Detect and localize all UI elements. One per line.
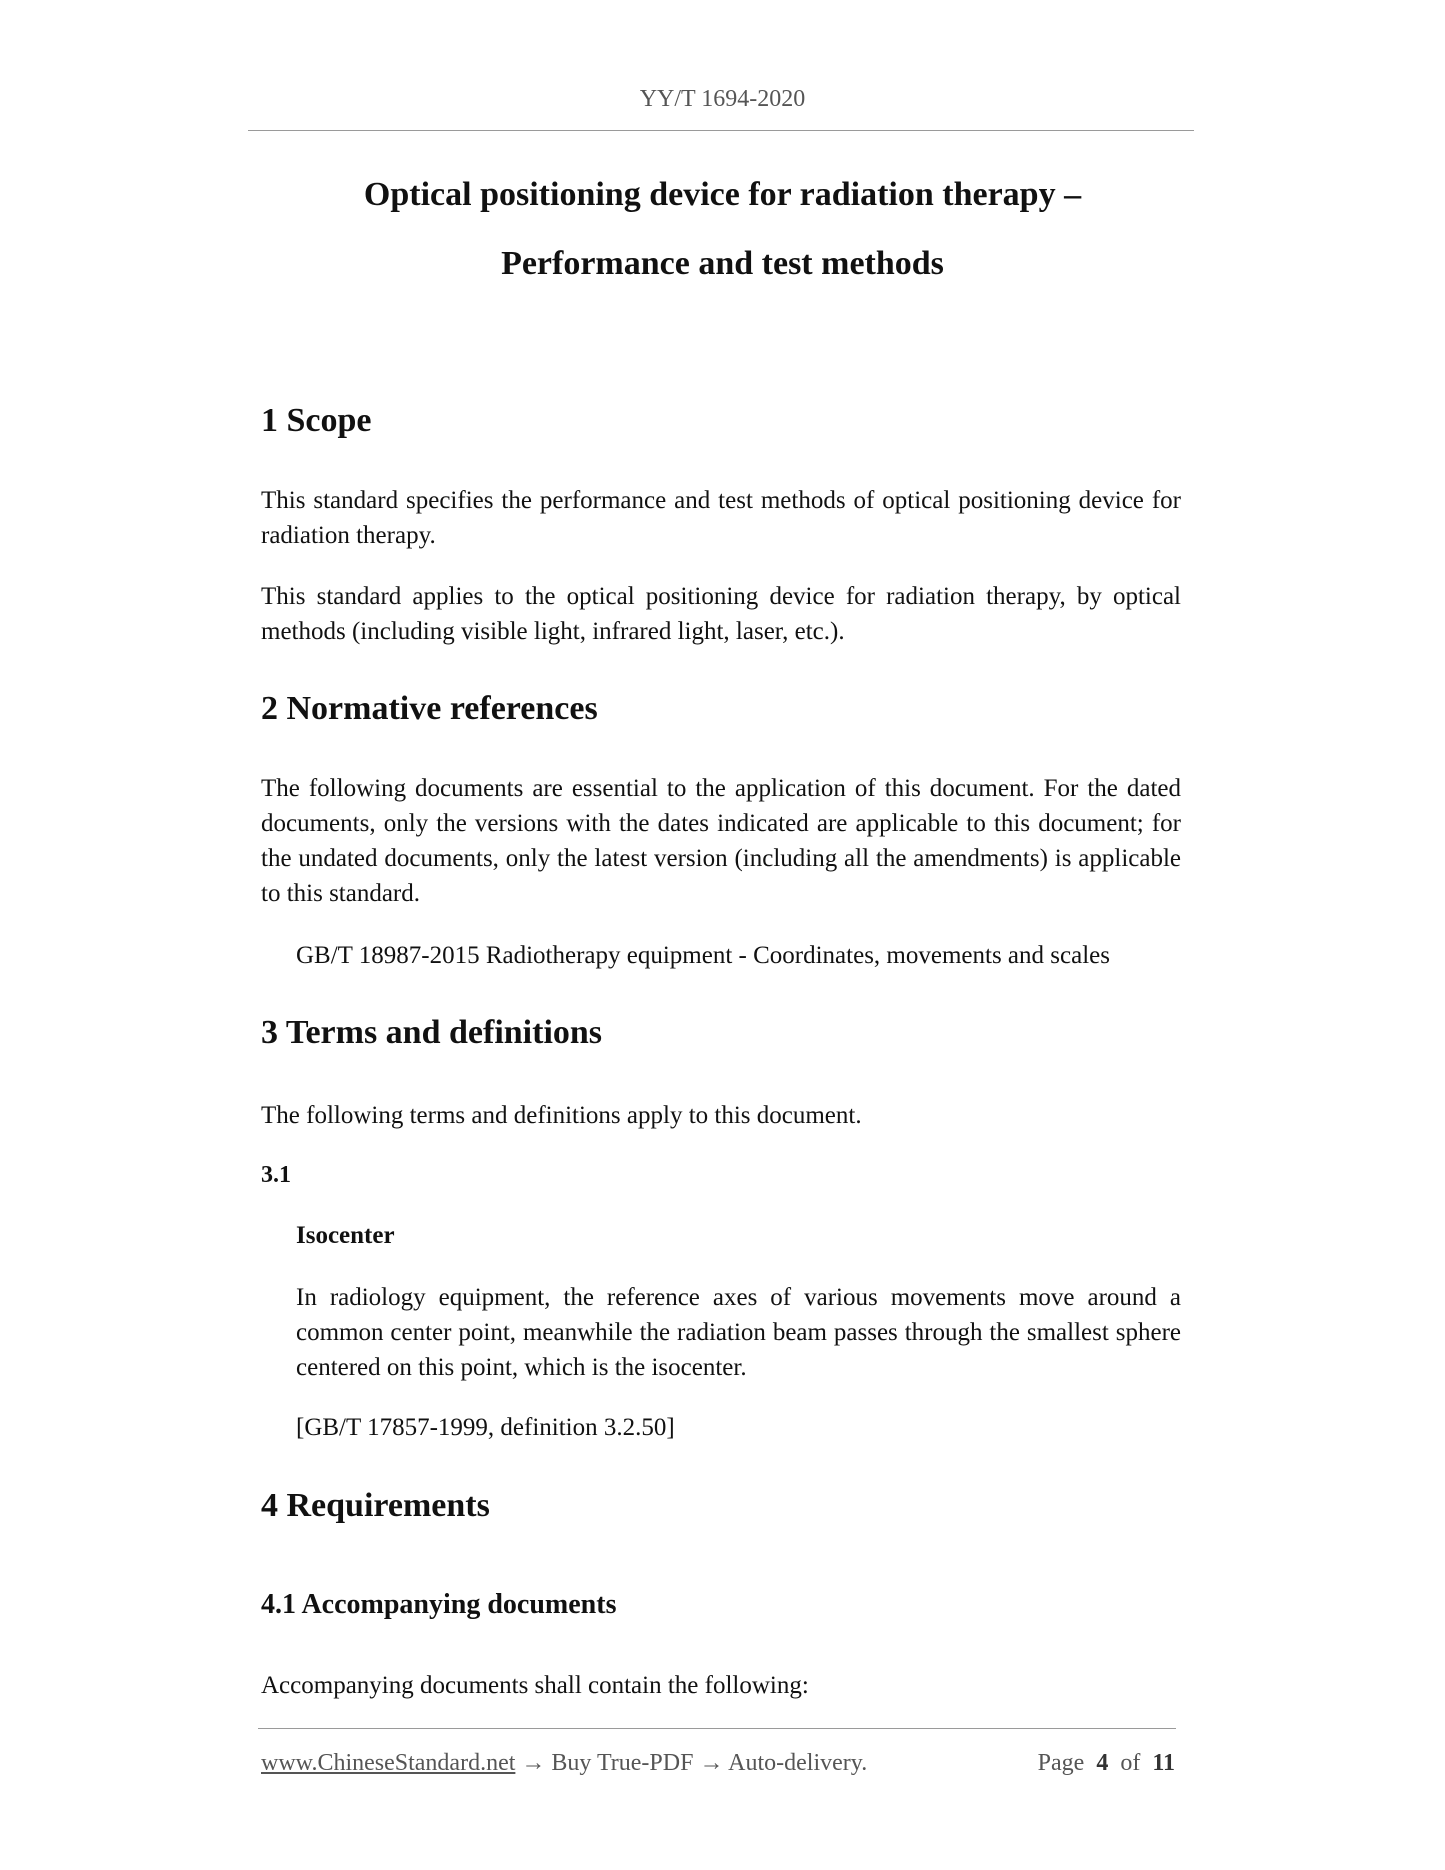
section-4-1-paragraph-1: Accompanying documents shall contain the following: bbox=[261, 1672, 809, 1699]
section-3-heading: 3 Terms and definitions bbox=[261, 1014, 603, 1051]
term-name: Isocenter bbox=[296, 1222, 395, 1249]
section-4-1-heading: 4.1 Accompanying documents bbox=[261, 1589, 617, 1620]
buy-pdf-text: Buy True-PDF bbox=[551, 1750, 694, 1776]
normative-reference-item: GB/T 18987-2015 Radiotherapy equipment - Coordinates, movements and scales bbox=[296, 942, 1110, 969]
section-1-heading: 1 Scope bbox=[261, 402, 372, 439]
term-source: [GB/T 17857-1999, definition 3.2.50] bbox=[296, 1414, 675, 1441]
of-label: of bbox=[1120, 1750, 1141, 1776]
page-indicator bbox=[1038, 1750, 1175, 1777]
website-link[interactable]: www.ChineseStandard.net bbox=[261, 1750, 516, 1776]
page-total: 11 bbox=[1152, 1750, 1175, 1776]
header-divider bbox=[248, 130, 1194, 131]
header-standard-code: YY/T 1694-2020 bbox=[639, 86, 806, 112]
auto-delivery-text: Auto-delivery. bbox=[728, 1750, 868, 1776]
document-title-line-1: Optical positioning device for radiation therapy – bbox=[363, 176, 1082, 213]
section-1-paragraph-1: This standard specifies the performance and test methods of optical positioning device for radiation therapy. bbox=[261, 487, 1181, 549]
arrow-icon: → bbox=[699, 1750, 724, 1776]
arrow-icon: → bbox=[521, 1750, 546, 1776]
page-label: Page bbox=[1037, 1750, 1085, 1776]
section-4-heading: 4 Requirements bbox=[261, 1487, 490, 1524]
page-number: 4 bbox=[1096, 1750, 1109, 1776]
term-number: 3.1 bbox=[261, 1162, 291, 1188]
section-3-paragraph-1: The following terms and definitions apply to this document. bbox=[261, 1102, 862, 1129]
section-2-paragraph-1: The following documents are essential to the application of this document. For the dated documents, only the versions with the dates indicated are applicable to this document; for the undated documents, only the latest version (including all the amendments) is applicable to this standard. bbox=[261, 775, 1181, 907]
section-1-paragraph-2: This standard applies to the optical positioning device for radiation therapy, by optical methods (including visible light, infrared light, laser, etc.). bbox=[261, 583, 1181, 645]
section-2-heading: 2 Normative references bbox=[261, 690, 598, 727]
footer-divider bbox=[258, 1728, 1176, 1729]
document-title-line-2: Performance and test methods bbox=[501, 245, 944, 282]
footer-promo bbox=[261, 1750, 867, 1777]
term-definition: In radiology equipment, the reference axes of various movements move around a common center point, meanwhile the radiation beam passes through the smallest sphere centered on this point, which is the isocenter. bbox=[296, 1284, 1181, 1381]
